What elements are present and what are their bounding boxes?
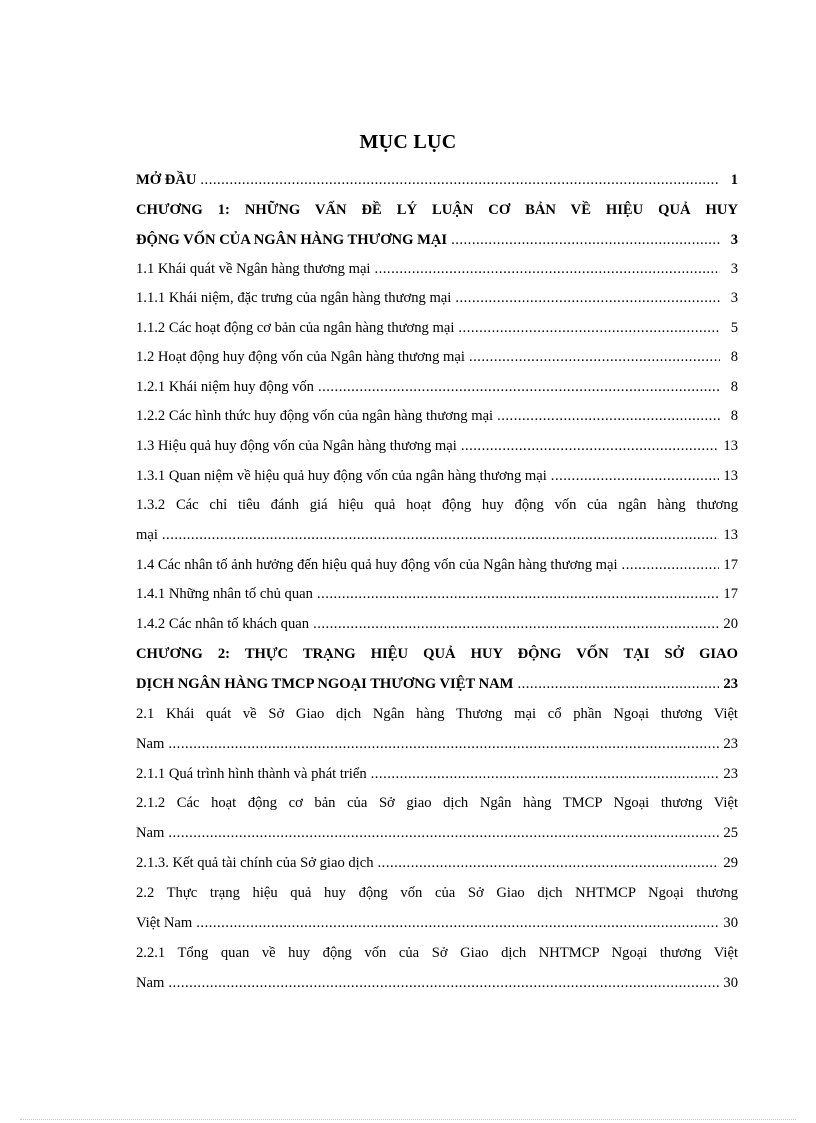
toc-entry[interactable] (136, 555, 738, 575)
toc-entry[interactable] (136, 318, 738, 338)
toc-page-number: 25 (723, 825, 738, 841)
toc-page-number: 8 (730, 349, 738, 365)
toc-entry[interactable] (136, 288, 738, 308)
toc-page-number: 17 (723, 557, 738, 573)
toc-entry[interactable] (136, 495, 738, 545)
toc-page-number: 29 (723, 855, 738, 871)
toc-entry-title: mại (136, 527, 158, 543)
toc-entry[interactable] (136, 584, 738, 604)
toc-page-number: 13 (723, 468, 738, 484)
toc-entry[interactable] (136, 377, 738, 397)
toc-entry[interactable] (136, 853, 738, 873)
dot-leader (200, 170, 720, 190)
toc-entry-title: Nam (136, 825, 165, 841)
toc-entry-title: 1.3 Hiệu quả huy động vốn của Ngân hàng thương mại (136, 438, 457, 454)
toc-entry[interactable] (136, 614, 738, 634)
dot-leader (168, 973, 719, 993)
toc-entry-title: 1.4.2 Các nhân tố khách quan (136, 616, 310, 632)
toc-entry-title-line: 2.2 Thực trạng hiệu quả huy động vốn của Sở Giao dịch NHTMCP Ngoại thương (136, 885, 738, 901)
dot-leader (461, 436, 720, 456)
toc-entry[interactable] (136, 436, 738, 456)
toc-entry-title-line: 2.1.2 Các hoạt động cơ bản của Sở giao dịch Ngân hàng TMCP Ngoại thương Việt (136, 795, 738, 811)
dot-leader (168, 823, 719, 843)
toc-page-number: 8 (730, 379, 738, 395)
toc-entry-title: 1.2.2 Các hình thức huy động vốn của ngân hàng thương mại (136, 408, 494, 424)
dot-leader (318, 377, 720, 397)
dot-leader (374, 259, 720, 279)
dot-leader (168, 734, 719, 754)
toc-entry-title: Việt Nam (136, 915, 193, 931)
toc-page-number: 20 (723, 616, 738, 632)
toc-entry-title: Nam (136, 736, 165, 752)
dot-leader (497, 406, 720, 426)
toc-page-number: 5 (730, 320, 738, 336)
toc-entry[interactable] (136, 644, 738, 694)
toc-page-number: 23 (723, 736, 738, 752)
toc-page-number: 13 (723, 438, 738, 454)
toc-page-number: 23 (723, 676, 738, 692)
toc-entry[interactable] (136, 793, 738, 843)
toc-entry-title: ĐỘNG VỐN CỦA NGÂN HÀNG THƯƠNG MẠI (136, 232, 448, 248)
toc-page-number: 3 (730, 290, 738, 306)
toc-entry-title: 1.4 Các nhân tố ảnh hưởng đến hiệu quả huy động vốn của Ngân hàng thương mại (136, 557, 618, 573)
toc-entry[interactable] (136, 764, 738, 784)
dot-leader (517, 674, 719, 694)
toc-entry[interactable] (136, 943, 738, 993)
dot-leader (469, 347, 720, 367)
toc-entry-title: 1.3.1 Quan niệm về hiệu quả huy động vốn của ngân hàng thương mại (136, 468, 547, 484)
dot-leader (451, 230, 720, 250)
toc-entry-title-line: 2.1 Khái quát về Sở Giao dịch Ngân hàng Thương mại cổ phần Ngoại thương Việt (136, 706, 738, 722)
toc-page-number: 13 (723, 527, 738, 543)
toc-entry-title-line: 1.3.2 Các chỉ tiêu đánh giá hiệu quả hoạt động huy động vốn của ngân hàng thương (136, 497, 738, 513)
toc-entry-title: 1.1.1 Khái niệm, đặc trưng của ngân hàng thương mại (136, 290, 452, 306)
toc-entry[interactable] (136, 883, 738, 933)
toc-entry[interactable] (136, 466, 738, 486)
toc-page-number: 3 (730, 232, 738, 248)
toc-entry-title: 1.1.2 Các hoạt động cơ bản của ngân hàng thương mại (136, 320, 455, 336)
toc-entry-title: 2.1.1 Quá trình hình thành và phát triển (136, 766, 367, 782)
dot-leader (551, 466, 720, 486)
dot-leader (371, 764, 720, 784)
toc-entry-title: 2.1.3. Kết quả tài chính của Sở giao dịch (136, 855, 374, 871)
page-title: MỤC LỤC (359, 131, 457, 153)
dot-leader (458, 318, 720, 338)
dot-leader (317, 584, 719, 604)
dot-leader (196, 913, 719, 933)
toc-entry-title: 1.4.1 Những nhân tố chủ quan (136, 586, 313, 602)
toc-entry[interactable] (136, 200, 738, 250)
dot-leader (622, 555, 720, 575)
toc-page-number: 1 (730, 172, 738, 188)
toc-entry-title: 1.1 Khái quát về Ngân hàng thương mại (136, 261, 371, 277)
toc-page-number: 8 (730, 408, 738, 424)
dot-leader (313, 614, 719, 634)
toc-entry-title: Nam (136, 975, 165, 991)
toc-page-number: 30 (723, 975, 738, 991)
toc-entry-title: DỊCH NGÂN HÀNG TMCP NGOẠI THƯƠNG VIỆT NAM (136, 676, 514, 692)
dot-leader (162, 525, 720, 545)
toc-page-number: 17 (723, 586, 738, 602)
toc-entry-title: 1.2 Hoạt động huy động vốn của Ngân hàng thương mại (136, 349, 465, 365)
toc-entry-title: 1.2.1 Khái niệm huy động vốn (136, 379, 314, 395)
toc-page-number: 3 (730, 261, 738, 277)
dot-leader (455, 288, 720, 308)
toc-entry[interactable] (136, 704, 738, 754)
toc-page-number: 30 (723, 915, 738, 931)
toc-entry[interactable] (136, 170, 738, 190)
toc-entry[interactable] (136, 259, 738, 279)
page-bottom-border (20, 1119, 796, 1120)
toc-page-number: 23 (723, 766, 738, 782)
toc-entry[interactable] (136, 347, 738, 367)
toc-entry[interactable] (136, 406, 738, 426)
toc-entry-title: MỞ ĐẦU (136, 172, 197, 188)
toc-entry-title-line: 2.2.1 Tổng quan về huy động vốn của Sở Giao dịch NHTMCP Ngoại thương Việt (136, 945, 738, 961)
toc-entry-title-line: CHƯƠNG 1: NHỮNG VẤN ĐỀ LÝ LUẬN CƠ BẢN VỀ HIỆU QUẢ HUY (136, 202, 738, 218)
dot-leader (378, 853, 720, 873)
toc-entry-title-line: CHƯƠNG 2: THỰC TRẠNG HIỆU QUẢ HUY ĐỘNG VỐN TẠI SỞ GIAO (136, 646, 738, 662)
